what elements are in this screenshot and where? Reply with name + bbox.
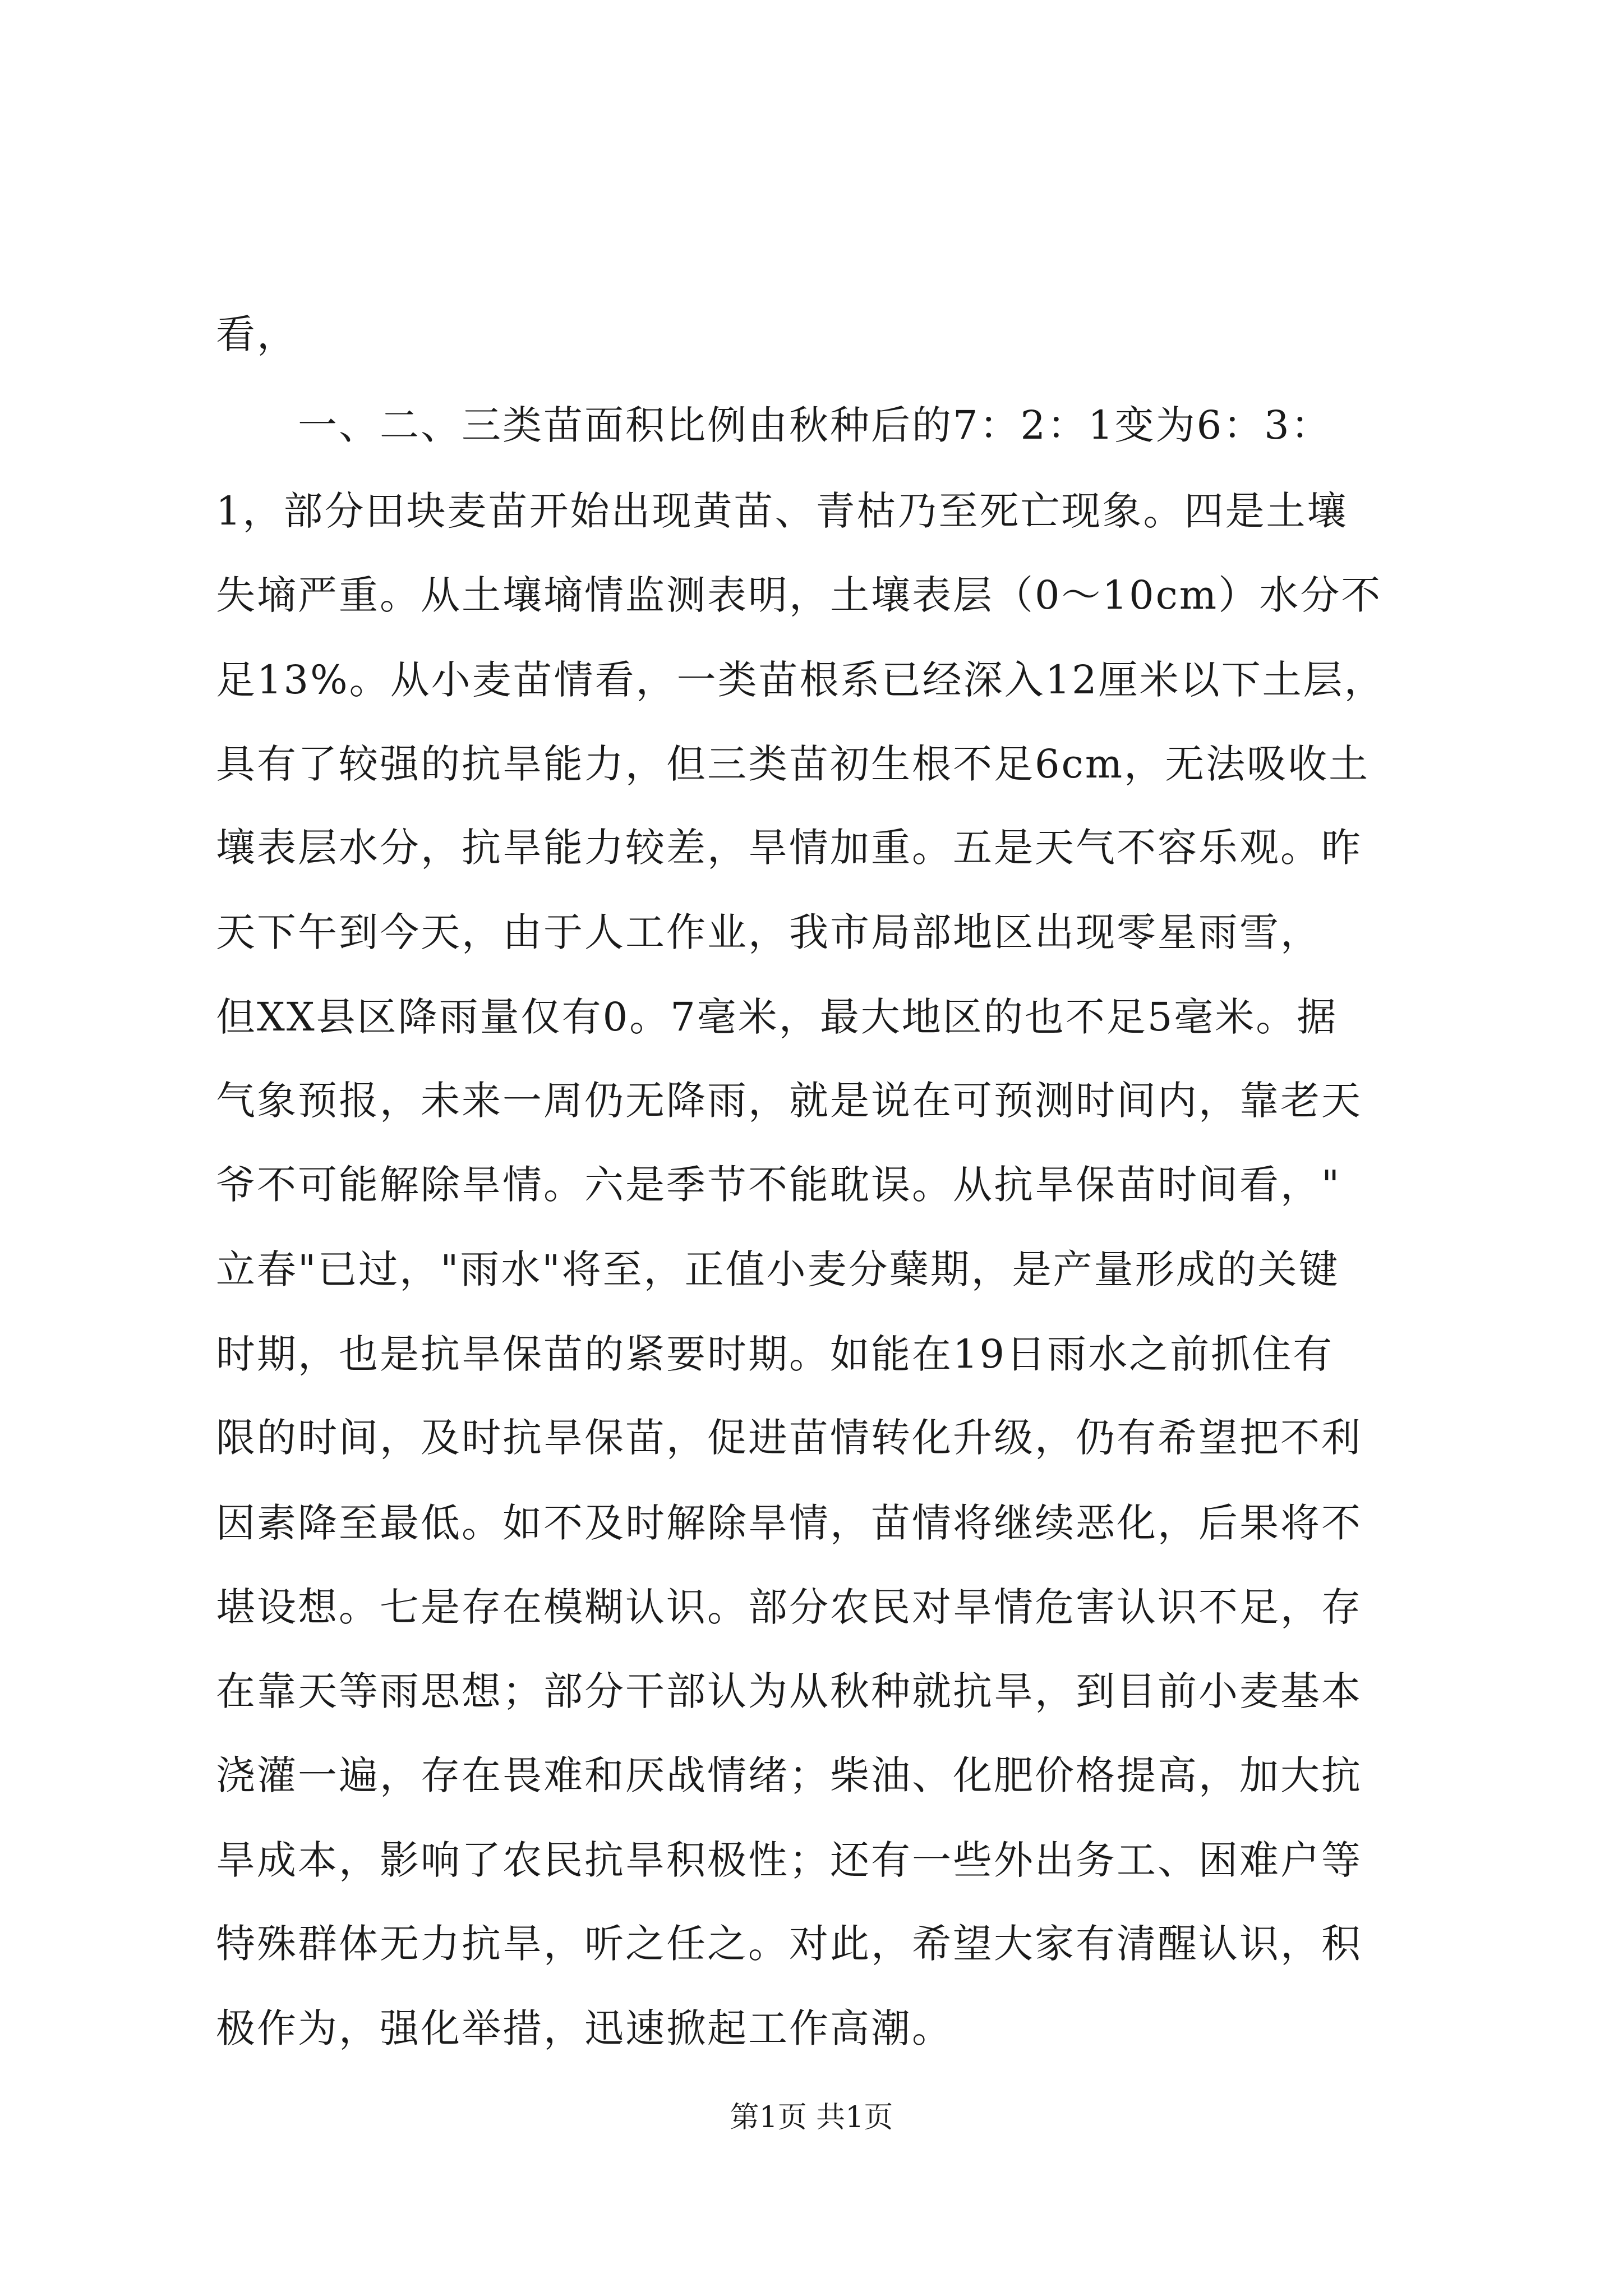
text-line: 在靠天等雨思想；部分干部认为从秋种就抗旱，到目前小麦基本 — [216, 1668, 1362, 1714]
text-line: 堪设想。七是存在模糊认识。部分农民对旱情危害认识不足，存 — [216, 1584, 1362, 1630]
text-line: 气象预报，未来一周仍无降雨，就是说在可预测时间内，靠老天 — [216, 1078, 1362, 1124]
text-line: 立春"已过，"雨水"将至，正值小麦分蘖期，是产量形成的关键 — [216, 1246, 1340, 1292]
text-line: 但XX县区降雨量仅有0。7毫米，最大地区的也不足5毫米。据 — [216, 994, 1338, 1040]
text-line: 具有了较强的抗旱能力，但三类苗初生根不足6cm，无法吸收土 — [216, 741, 1370, 787]
text-line: 特殊群体无力抗旱，听之任之。对此，希望大家有清醒认识，积 — [216, 1921, 1362, 1967]
page-number-footer: 第1页 共1页 — [730, 2101, 893, 2134]
text-line: 旱成本，影响了农民抗旱积极性；还有一些外出务工、困难户等 — [216, 1837, 1362, 1883]
paragraph-first-line: 一、二、三类苗面积比例由秋种后的7：2：1变为6：3： — [216, 402, 1332, 448]
text-line: 1，部分田块麦苗开始出现黄苗、青枯乃至死亡现象。四是土壤 — [216, 488, 1348, 534]
text-line: 限的时间，及时抗旱保苗，促进苗情转化升级，仍有希望把不利 — [216, 1415, 1362, 1461]
text-line: 时期，也是抗旱保苗的紧要时期。如能在19日雨水之前抓住有 — [216, 1331, 1334, 1377]
text-line: 极作为，强化举措，迅速掀起工作高潮。 — [216, 2005, 953, 2051]
text-line: 天下午到今天，由于人工作业，我市局部地区出现零星雨雪， — [216, 909, 1321, 955]
text-line: 看， — [216, 311, 298, 357]
text-line: 失墒严重。从土壤墒情监测表明，土壤表层（0～10cm）水分不 — [216, 572, 1382, 618]
text-line: 足13%。从小麦苗情看，一类苗根系已经深入12厘米以下土层， — [216, 657, 1385, 703]
text-line: 壤表层水分，抗旱能力较差，旱情加重。五是天气不容乐观。昨 — [216, 825, 1362, 871]
text-line: 因素降至最低。如不及时解除旱情，苗情将继续恶化，后果将不 — [216, 1500, 1362, 1546]
text-line: 爷不可能解除旱情。六是季节不能耽误。从抗旱保苗时间看，" — [216, 1162, 1341, 1208]
text-line: 浇灌一遍，存在畏难和厌战情绪；柴油、化肥价格提高，加大抗 — [216, 1752, 1362, 1798]
